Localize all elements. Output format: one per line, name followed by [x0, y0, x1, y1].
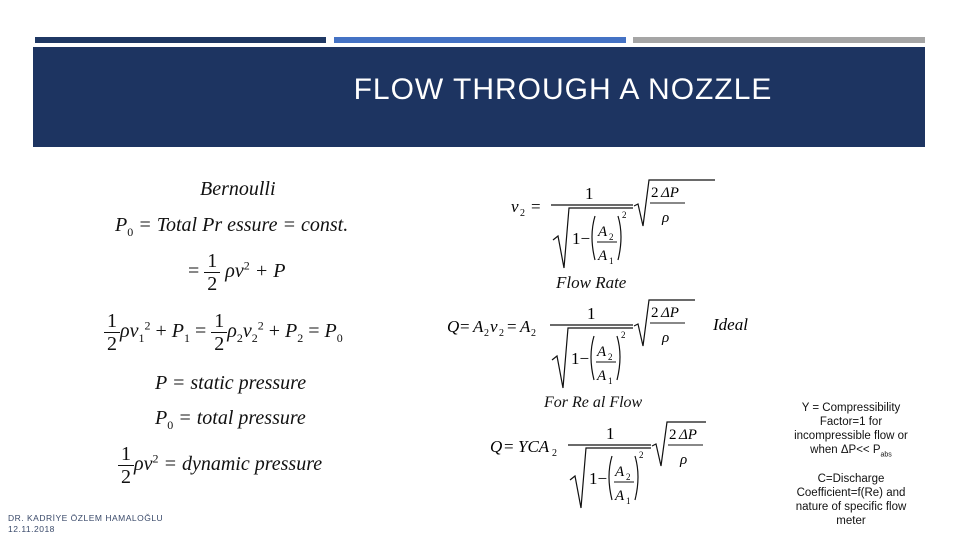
svg-text:A: A [597, 368, 607, 384]
svg-text:A: A [615, 488, 625, 504]
bernoulli-label: Bernoulli [200, 178, 276, 200]
compressibility-note: Y = Compressibility Factor=1 for incompressible flow or when $\Delta P<< P_{abs}$ [794, 402, 908, 459]
svg-text:=: = [460, 317, 470, 336]
svg-text:2: 2 [651, 305, 659, 321]
svg-text:A: A [597, 344, 607, 360]
slide-title: FLOW THROUGH A NOZZLE [353, 73, 773, 106]
svg-text:1: 1 [608, 376, 613, 386]
accent-bar-dark [35, 37, 326, 43]
total-pressure-equation: $P_0$ = Total Pr essure = const. [115, 214, 349, 239]
svg-text:A: A [598, 224, 608, 240]
svg-text:2: 2 [608, 352, 613, 362]
svg-text:2: 2 [639, 450, 644, 460]
accent-bar-blue [334, 37, 626, 43]
svg-text:2: 2 [626, 472, 631, 482]
svg-text:=: = [504, 437, 514, 456]
svg-text:1: 1 [587, 304, 596, 323]
svg-text:2: 2 [651, 185, 659, 201]
svg-text:=: = [507, 317, 517, 336]
accent-bar-gray [633, 37, 925, 43]
svg-text:YCA: YCA [518, 437, 550, 456]
svg-text:v: v [490, 317, 498, 336]
footer-date: 12.11.2018 [8, 524, 55, 534]
svg-text:2: 2 [621, 330, 626, 340]
total-pressure-definition: = Total Pr essure = const. [138, 214, 349, 236]
svg-text:1: 1 [606, 424, 615, 443]
fraction-numerator: 1 [204, 250, 220, 273]
fraction-denominator: 2 [207, 273, 218, 295]
svg-text:A: A [615, 464, 625, 480]
svg-text:1−: 1− [589, 469, 608, 488]
real-flow-label: For Re al Flow [544, 394, 643, 411]
svg-text:Q: Q [490, 437, 503, 456]
ideal-flow-equation [445, 298, 765, 396]
svg-text:1: 1 [585, 184, 594, 203]
svg-text:A: A [598, 248, 608, 264]
svg-text:2: 2 [531, 328, 536, 339]
svg-text:2: 2 [609, 232, 614, 242]
footer [8, 513, 163, 535]
svg-text:1: 1 [626, 496, 631, 506]
svg-text:1−: 1− [571, 349, 590, 368]
svg-text:Q: Q [447, 317, 460, 336]
svg-text:Ideal: Ideal [713, 315, 748, 334]
p0-symbol: P [115, 214, 128, 236]
svg-text:A: A [520, 317, 531, 336]
plus-static-pressure: + P [254, 260, 286, 283]
title-banner [33, 47, 925, 147]
svg-text:ΔP: ΔP [679, 427, 697, 443]
velocity-equation [505, 178, 725, 273]
svg-text:=: = [531, 197, 541, 216]
svg-text:v: v [511, 197, 519, 216]
static-pressure-definition: P = static pressure [155, 372, 307, 394]
svg-text:2: 2 [622, 210, 627, 220]
svg-text:A: A [473, 317, 484, 336]
svg-text:2: 2 [484, 328, 489, 339]
dynamic-pressure-definition: $\frac{1}{2}$ $\rho v^2$ = dynamic pressure [118, 443, 322, 488]
real-flow-equation [488, 420, 713, 515]
rho-v-squared: ρv [225, 260, 244, 283]
svg-text:2: 2 [552, 448, 557, 459]
total-pressure-definition-line: $P_0$ = total pressure [155, 407, 306, 432]
svg-text:ρ: ρ [662, 330, 670, 346]
svg-text:1−: 1− [572, 229, 591, 248]
discharge-note: C=Discharge Coefficient=f(Re) and nature of specific flow meter [795, 473, 907, 527]
svg-text:ρ: ρ [680, 452, 688, 468]
flow-rate-label: Flow Rate [556, 273, 627, 292]
svg-text:ΔP: ΔP [661, 185, 679, 201]
bernoulli-expression: = $\frac{1}{2}$ $\rho v^2 + P$ [188, 250, 286, 295]
svg-text:ΔP: ΔP [661, 305, 679, 321]
svg-text:ρ: ρ [662, 210, 670, 226]
svg-text:2: 2 [499, 328, 504, 339]
svg-text:2: 2 [669, 427, 677, 443]
bernoulli-two-point-equation: $\frac{1}{2}$ $\rho v_1^2 + P_1$ = $\frac{1}{2}$ $\rho_2v_2^2 + P_2 = P_0$ [104, 310, 343, 355]
footer-author: DR. KADRİYE ÖZLEM HAMALOĞLU [8, 513, 164, 523]
svg-text:1: 1 [609, 256, 614, 266]
svg-text:2: 2 [520, 208, 525, 219]
